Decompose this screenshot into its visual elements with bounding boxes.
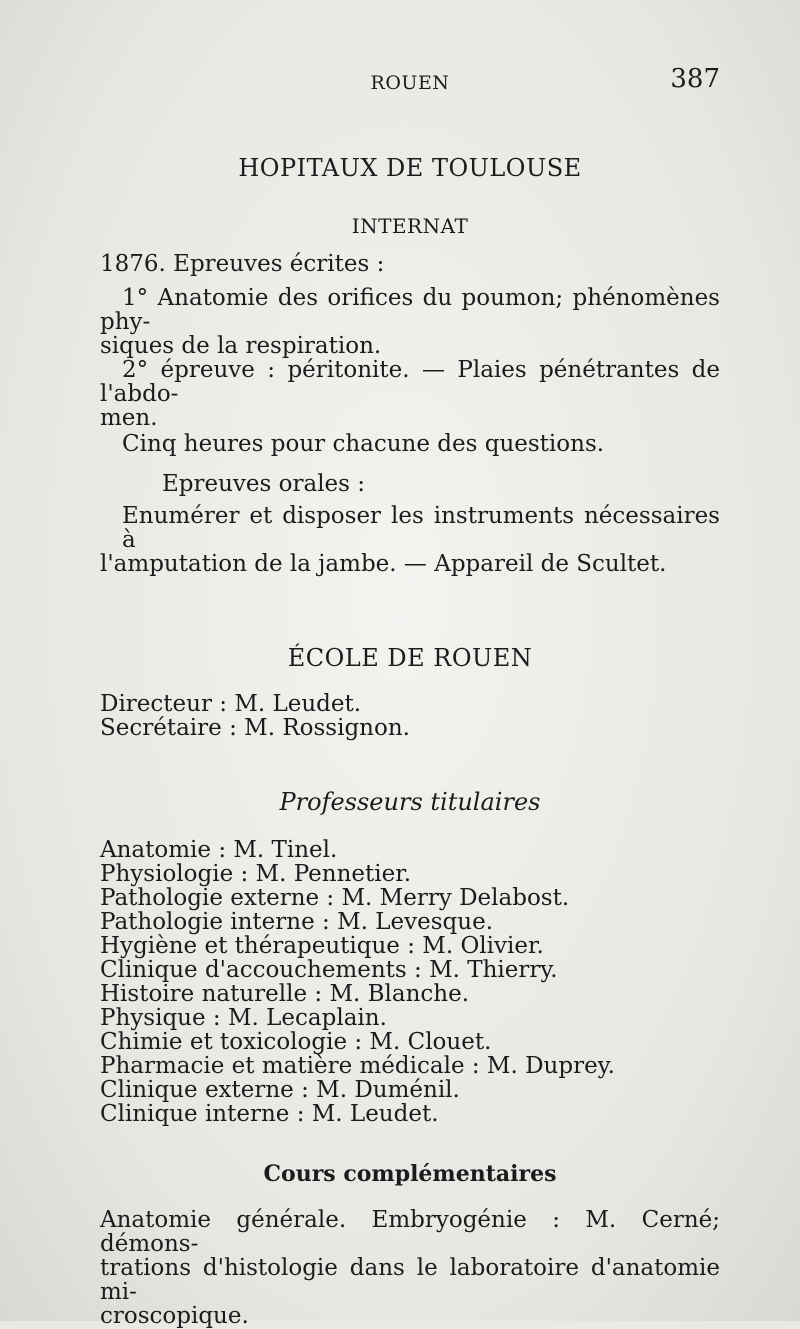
secretaire-line: Secrétaire : M. Rossignon.: [100, 715, 410, 741]
directeur-line: Directeur : M. Leudet.: [100, 691, 362, 717]
page-header: [100, 64, 720, 100]
question-2-line-1: [100, 358, 720, 406]
list-item: Physiologie : M. Pennetier.: [100, 861, 412, 887]
list-item: Clinique d'accouchements : M. Thierry.: [100, 957, 558, 983]
oral-exams-heading: Epreuves orales :: [162, 471, 366, 497]
oral-question-line-1: Enumérer et disposer les instruments nécessaires à: [122, 503, 720, 553]
written-exams-heading: 1876. Epreuves écrites :: [100, 251, 385, 277]
question-1-line-1: [100, 286, 720, 334]
page-content: [100, 150, 720, 1328]
list-item: Chimie et toxicologie : M. Clouet.: [100, 1029, 492, 1055]
cours-heading: Cours complémentaires: [263, 1161, 557, 1187]
professeurs-list: [100, 838, 720, 1126]
list-item: Clinique interne : M. Leudet.: [100, 1101, 439, 1127]
internat-heading: INTERNAT: [351, 214, 469, 238]
list-item: Physique : M. Lecaplain.: [100, 1005, 387, 1031]
professeurs-heading: Professeurs titulaires: [279, 788, 541, 816]
duration-note: Cinq heures pour chacune des questions.: [122, 431, 605, 457]
section-title-rouen: ÉCOLE DE ROUEN: [287, 644, 533, 672]
question-1-text: 1° Anatomie des orifices du poumon; phénomènes phy-: [100, 285, 720, 335]
list-item: Histoire naturelle : M. Blanche.: [100, 981, 470, 1007]
toulouse-title-wrap: [100, 156, 720, 180]
oral-question-line-2: l'amputation de la jambe. — Appareil de Scultet.: [100, 551, 667, 577]
cours-line-1: Anatomie générale. Embryogénie : M. Cerné; démons-: [100, 1207, 720, 1257]
rouen-title-wrap: [100, 646, 720, 670]
question-2-text: 2° épreuve : péritonite. — Plaies pénétrantes de l'abdo-: [100, 357, 720, 407]
list-item: Pharmacie et matière médicale : M. Duprey.: [100, 1053, 615, 1079]
list-item: Hygiène et thérapeutique : M. Olivier.: [100, 933, 544, 959]
question-1-line-2: siques de la respiration.: [100, 333, 382, 359]
section-title-toulouse: HOPITAUX DE TOULOUSE: [238, 154, 582, 182]
list-item: Pathologie externe : M. Merry Delabost.: [100, 885, 570, 911]
cours-line-2: trations d'histologie dans le laboratoire d'anatomie mi-: [100, 1255, 720, 1305]
list-item: Pathologie interne : M. Levesque.: [100, 909, 493, 935]
list-item: Clinique externe : M. Duménil.: [100, 1077, 460, 1103]
running-head: ROUEN: [370, 72, 450, 94]
question-2-line-2: men.: [100, 405, 158, 431]
cours-line-3: croscopique.: [100, 1303, 249, 1329]
page-number: 387: [670, 64, 720, 94]
list-item: Anatomie : M. Tinel.: [100, 837, 338, 863]
